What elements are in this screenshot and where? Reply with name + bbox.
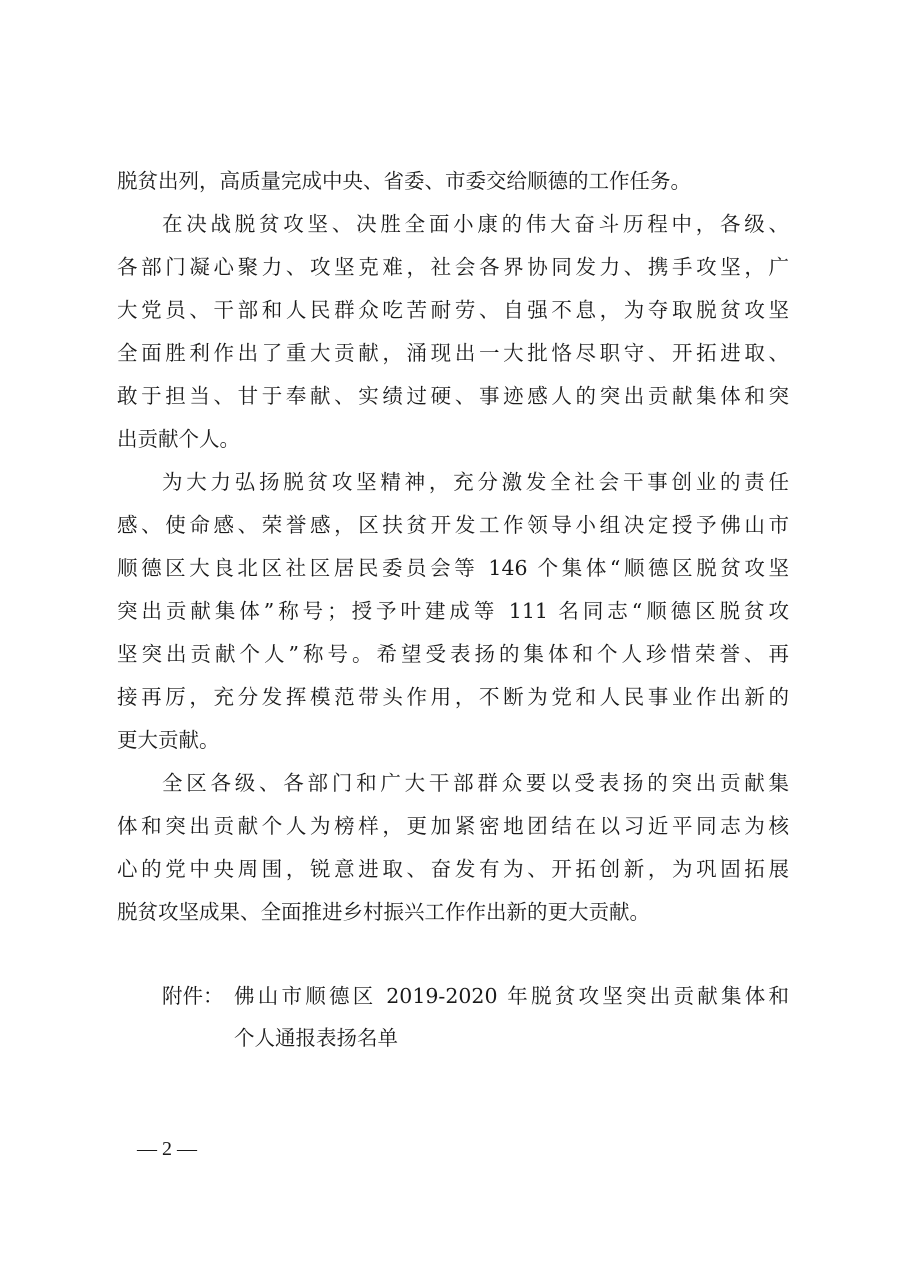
body-text-line: 为大力弘扬脱贫攻坚精神，充分激发全社会干事创业的责任 [162,470,789,494]
body-text-line: 感、使命感、荣誉感，区扶贫开发工作领导小组决定授予佛山市 [117,513,789,537]
body-text-line: 脱贫出列，高质量完成中央、省委、市委交给顺德的工作任务。 [117,169,691,193]
body-text-line: 更大贡献。 [117,728,220,752]
body-text-line: 出贡献个人。 [117,427,240,451]
body-text-line: 接再厉，充分发挥模范带头作用，不断为党和人民事业作出新的 [117,685,789,709]
body-text-line: 全面胜利作出了重大贡献，涌现出一大批恪尽职守、开拓进取、 [117,341,789,365]
body-text-line: 顺德区大良北区社区居民委员会等 146 个集体“顺德区脱贫攻坚 [117,556,789,580]
body-text-line: 突出贡献集体”称号；授予叶建成等 111 名同志“顺德区脱贫攻 [117,599,789,623]
page-number: — 2 — [137,1138,197,1160]
body-text-line: 各部门凝心聚力、攻坚克难，社会各界协同发力、携手攻坚，广 [117,255,789,279]
body-text-line: 坚突出贡献个人”称号。希望受表扬的集体和个人珍惜荣誉、再 [117,642,789,666]
attachment-label: 附件： [162,984,224,1008]
body-text-line: 大党员、干部和人民群众吃苦耐劳、自强不息，为夺取脱贫攻坚 [117,298,789,322]
body-text-line: 在决战脱贫攻坚、决胜全面小康的伟大奋斗历程中，各级、 [162,212,789,236]
body-text-line: 体和突出贡献个人为榜样，更加紧密地团结在以习近平同志为核 [117,814,789,838]
attachment-title-line: 佛山市顺德区 2019-2020 年脱贫攻坚突出贡献集体和 [234,984,789,1008]
body-text-line: 全区各级、各部门和广大干部群众要以受表扬的突出贡献集 [162,771,789,795]
body-text-line: 敢于担当、甘于奉献、实绩过硬、事迹感人的突出贡献集体和突 [117,384,789,408]
body-text-line: 心的党中央周围，锐意进取、奋发有为、开拓创新，为巩固拓展 [117,857,789,881]
body-text-line: 脱贫攻坚成果、全面推进乡村振兴工作作出新的更大贡献。 [117,900,650,924]
attachment-title-line: 个人通报表扬名单 [234,1026,398,1050]
